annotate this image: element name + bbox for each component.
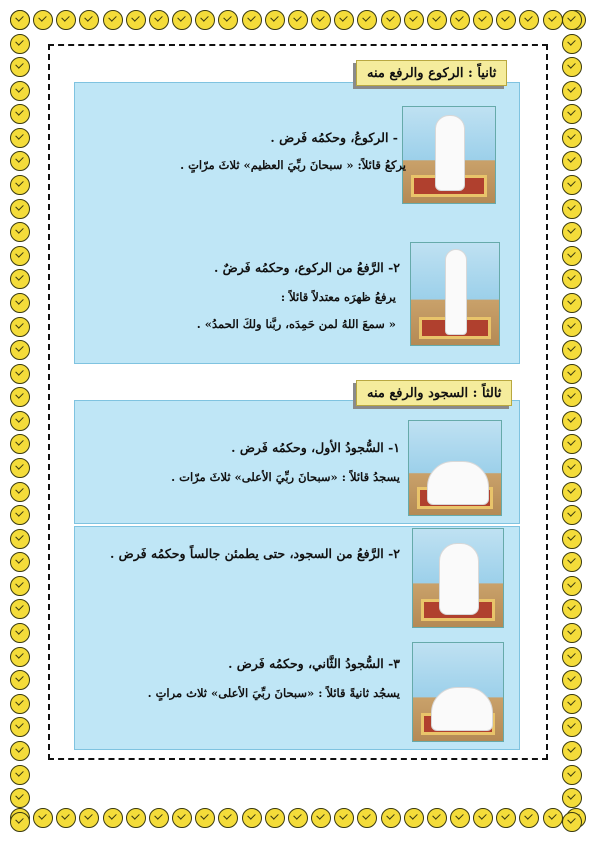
border-ring-icon <box>562 10 582 30</box>
border-ring-icon <box>126 808 146 828</box>
border-ring-icon <box>562 788 582 808</box>
border-ring-icon <box>562 222 582 242</box>
border-ring-icon <box>450 808 470 828</box>
border-ring-icon <box>562 175 582 195</box>
border-ring-icon <box>562 812 582 832</box>
border-ring-icon <box>56 808 76 828</box>
border-ring-icon <box>519 808 539 828</box>
rising-item-line-3: « سمعَ اللهُ لمن حَمِدَه، ربَّنا ولكَ الحمدُ» . <box>196 317 396 331</box>
sujood1-item-line-1: ١- السُّجودُ الأول، وحكمُه فَرض . <box>231 440 400 455</box>
figure-prostrating <box>431 687 493 731</box>
border-ring-icon <box>10 482 30 502</box>
border-ring-icon <box>562 717 582 737</box>
border-ring-icon <box>562 458 582 478</box>
border-ring-icon <box>10 694 30 714</box>
border-ring-icon <box>265 10 285 30</box>
border-ring-icon <box>10 222 30 242</box>
sujood-photo-2 <box>412 642 504 742</box>
border-ring-icon <box>218 10 238 30</box>
border-ring-icon <box>10 10 30 30</box>
border-ring-icon <box>562 434 582 454</box>
border-ring-icon <box>195 808 215 828</box>
border-ring-icon <box>357 808 377 828</box>
border-ring-icon <box>10 647 30 667</box>
border-ring-icon <box>10 576 30 596</box>
border-ring-icon <box>10 128 30 148</box>
border-ring-icon <box>543 10 563 30</box>
border-ring-icon <box>562 199 582 219</box>
border-ring-icon <box>10 364 30 384</box>
border-ring-icon <box>10 788 30 808</box>
border-ring-icon <box>404 10 424 30</box>
border-ring-icon <box>562 151 582 171</box>
border-ring-icon <box>427 808 447 828</box>
border-ring-icon <box>10 529 30 549</box>
border-ring-icon <box>519 10 539 30</box>
border-ring-icon <box>103 808 123 828</box>
border-ring-icon <box>473 10 493 30</box>
left-border-chain <box>10 10 34 832</box>
border-ring-icon <box>10 623 30 643</box>
border-ring-icon <box>288 808 308 828</box>
border-ring-icon <box>562 482 582 502</box>
border-ring-icon <box>404 808 424 828</box>
border-ring-icon <box>334 808 354 828</box>
border-ring-icon <box>10 57 30 77</box>
border-ring-icon <box>10 717 30 737</box>
figure-prostrating <box>427 461 489 505</box>
border-ring-icon <box>10 741 30 761</box>
border-ring-icon <box>562 387 582 407</box>
sujood1-item-line-2: يسجدُ قائلاً : «سبحانَ ربِّيَ الأعلى» ثلاثَ مرّات . <box>171 470 400 484</box>
border-ring-icon <box>10 387 30 407</box>
border-ring-icon <box>562 670 582 690</box>
border-ring-icon <box>562 647 582 667</box>
border-ring-icon <box>562 529 582 549</box>
border-ring-icon <box>10 812 30 832</box>
border-ring-icon <box>381 808 401 828</box>
border-ring-icon <box>334 10 354 30</box>
border-ring-icon <box>10 552 30 572</box>
border-ring-icon <box>10 151 30 171</box>
border-ring-icon <box>265 808 285 828</box>
border-ring-icon <box>311 808 331 828</box>
ruku-item-line-1: - الركوعُ، وحكمُه فَرض . <box>270 130 398 145</box>
border-ring-icon <box>10 199 30 219</box>
border-ring-icon <box>496 10 516 30</box>
border-ring-icon <box>149 808 169 828</box>
border-ring-icon <box>33 808 53 828</box>
border-ring-icon <box>33 10 53 30</box>
border-ring-icon <box>79 10 99 30</box>
border-ring-icon <box>543 808 563 828</box>
figure-bowing <box>435 115 465 191</box>
border-ring-icon <box>496 808 516 828</box>
ruku-section-heading: ثانياً : الركوع والرفع منه <box>356 60 507 86</box>
border-ring-icon <box>10 411 30 431</box>
border-ring-icon <box>562 364 582 384</box>
right-border-chain <box>562 10 586 832</box>
border-ring-icon <box>562 269 582 289</box>
border-ring-icon <box>562 128 582 148</box>
border-ring-icon <box>10 434 30 454</box>
border-ring-icon <box>357 10 377 30</box>
border-ring-icon <box>10 34 30 54</box>
border-ring-icon <box>242 808 262 828</box>
border-ring-icon <box>10 765 30 785</box>
sujood-photo-1 <box>408 420 502 516</box>
top-border-chain <box>10 10 586 34</box>
border-ring-icon <box>79 808 99 828</box>
border-ring-icon <box>562 694 582 714</box>
sujood-section-heading: ثالثاً : السجود والرفع منه <box>356 380 512 406</box>
border-ring-icon <box>562 411 582 431</box>
border-ring-icon <box>427 10 447 30</box>
rising-item-line-2: يرفعُ ظهرَه معتدلاً قائلاً : <box>280 290 396 304</box>
border-ring-icon <box>195 10 215 30</box>
border-ring-icon <box>562 599 582 619</box>
border-ring-icon <box>10 340 30 360</box>
sitting-photo <box>412 528 504 628</box>
border-ring-icon <box>10 599 30 619</box>
border-ring-icon <box>10 269 30 289</box>
ruku-photo <box>402 106 496 204</box>
border-ring-icon <box>10 246 30 266</box>
border-ring-icon <box>126 10 146 30</box>
border-ring-icon <box>562 765 582 785</box>
rising-photo <box>410 242 500 346</box>
border-ring-icon <box>172 808 192 828</box>
border-ring-icon <box>562 552 582 572</box>
border-ring-icon <box>172 10 192 30</box>
border-ring-icon <box>10 175 30 195</box>
border-ring-icon <box>562 623 582 643</box>
border-ring-icon <box>242 10 262 30</box>
sujood2-item-line-2: يسجُد ثانيةً قائلاً : «سبحانَ ربِّيَ الأعلى» ثلاث مراتٍ . <box>147 686 400 700</box>
border-ring-icon <box>562 576 582 596</box>
border-ring-icon <box>562 505 582 525</box>
border-ring-icon <box>562 34 582 54</box>
border-ring-icon <box>562 741 582 761</box>
border-ring-icon <box>562 81 582 101</box>
border-ring-icon <box>10 458 30 478</box>
border-ring-icon <box>149 10 169 30</box>
border-ring-icon <box>10 670 30 690</box>
border-ring-icon <box>311 10 331 30</box>
border-ring-icon <box>103 10 123 30</box>
border-ring-icon <box>562 104 582 124</box>
border-ring-icon <box>218 808 238 828</box>
border-ring-icon <box>10 81 30 101</box>
ruku-item-line-2: يركعُ قائلاً: « سبحانَ ربِّيَ العظيم» ثلاثَ مرّاتٍ . <box>180 158 406 172</box>
sujood2-item-line-1: ٣- السُّجودُ الثَّاني، وحكمُه فَرض . <box>228 656 400 671</box>
border-ring-icon <box>381 10 401 30</box>
rising-item-line-1: ٢- الرَّفعُ من الركوع، وحكمُه فَرضٌ . <box>213 260 400 275</box>
sitting-item-line-1: ٢- الرَّفعُ من السجود، حتى يطمئن جالساً وحكمُه فَرض . <box>109 546 400 561</box>
border-ring-icon <box>562 246 582 266</box>
border-ring-icon <box>288 10 308 30</box>
border-ring-icon <box>562 317 582 337</box>
border-ring-icon <box>450 10 470 30</box>
figure-standing <box>445 249 467 335</box>
border-ring-icon <box>473 808 493 828</box>
border-ring-icon <box>10 505 30 525</box>
border-ring-icon <box>562 340 582 360</box>
bottom-border-chain <box>10 808 586 832</box>
figure-sitting <box>439 543 479 615</box>
border-ring-icon <box>10 104 30 124</box>
border-ring-icon <box>562 293 582 313</box>
border-ring-icon <box>562 57 582 77</box>
border-ring-icon <box>10 317 30 337</box>
border-ring-icon <box>10 293 30 313</box>
border-ring-icon <box>56 10 76 30</box>
